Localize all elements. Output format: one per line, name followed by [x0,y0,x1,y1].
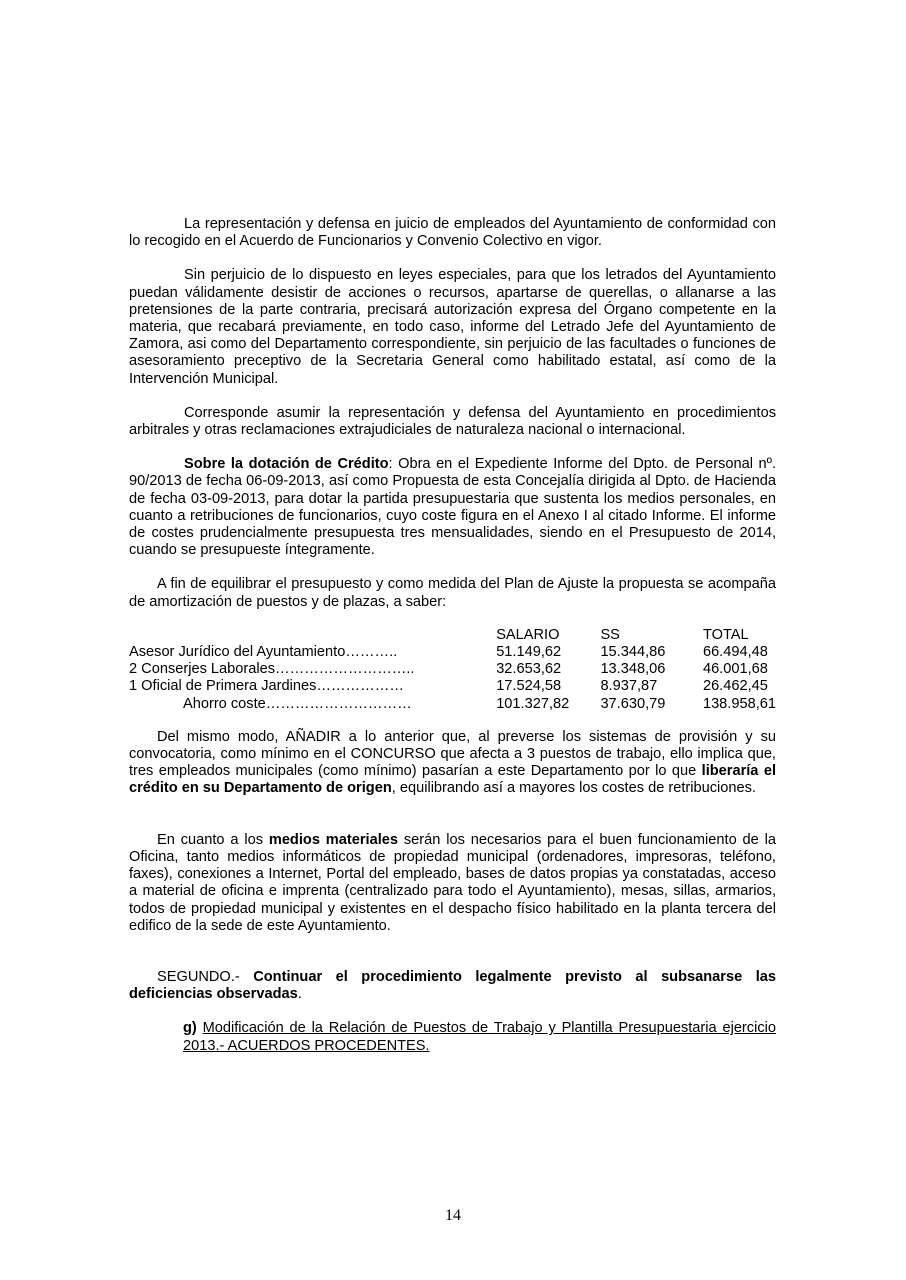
paragraph-representation: La representación y defensa en juicio de empleados del Ayuntamiento de conformidad con lo recogido en el Acuerdo de Funcionarios y Convenio Colectivo en vigor. [129,216,776,250]
table-header-total: TOTAL [702,626,749,643]
table-total-total: 138.958,61 [702,695,776,712]
anadir-text-b: , equilibrando así a mayores los costes de retribuciones. [391,780,756,797]
table-cell-ss: 15.344,86 [600,644,666,661]
table-cell-ss: 8.937,87 [600,678,658,695]
section-g-title: Modificación de la Relación de Puestos de Trabajo y Plantilla Presupuestaria ejercicio 2013.- ACUERDOS PROCEDENTES. [183,1020,776,1054]
anadir-text-a: Del mismo modo, AÑADIR a lo anterior que, al preverse los sistemas de provisión y su convocatoria, como mínimo en el CONCURSO que afecta a 3 puestos de trabajo, ello implica que, tres empleados municipales (como mínimo) pasarían a este Departamento por lo que [129,728,776,780]
table-cell-puesto: 1 Oficial de Primera Jardines……………… [129,678,404,695]
section-g-label: g) [183,1020,197,1037]
table-cell-total: 46.001,68 [702,661,768,678]
table-header-ss: SS [600,626,620,643]
table-cell-total: 26.462,45 [702,678,768,695]
section-g-heading [183,1020,776,1054]
table-header-salario: SALARIO [496,626,560,643]
table-cell-ss: 13.348,06 [600,661,666,678]
paragraph-dotacion-credito [129,456,776,559]
medios-text-a: En cuanto a los [157,831,269,848]
table-row [129,678,776,695]
document-page [129,216,776,1055]
dotacion-credito-text: : Obra en el Expediente Informe del Dpto. de Personal nº. 90/2013 de fecha 06-09-2013, así como Propuesta de esta Concejalía dirigida al Dpto. de Hacienda de fecha 03-09-2013, para dotar la partida presupuestaria que sustenta los medios personales, en cuanto a retribuciones de funcionarios, cuyo coste figura en el Anexo I al citado Informe. El informe de costes prudencialmente presupuesta tres mensualidades, siendo en el Presupuesto de 2014, cuando se presupueste íntegramente. [129,456,776,559]
table-header-cell [129,627,496,644]
table-cell-salario: 17.524,58 [496,678,562,695]
table-cell-salario: 51.149,62 [496,644,562,661]
paragraph-medios-materiales [129,832,776,935]
table-row [129,661,776,678]
segundo-label: SEGUNDO.- [157,968,254,985]
table-cell-total: 66.494,48 [702,644,768,661]
table-total-ss: 37.630,79 [600,695,666,712]
table-header-row [129,627,776,644]
paragraph-anadir [129,729,776,798]
table-cell-salario: 32.653,62 [496,661,562,678]
table-cell-puesto: 2 Conserjes Laborales……………………….. [129,661,415,678]
table-row [129,644,776,661]
table-total-row [129,696,776,713]
segundo-bold: Continuar el procedimiento legalmente previsto al subsanarse las deficiencias observadas [129,968,776,1003]
medios-text-b: serán los necesarios para el buen funcionamiento de la Oficina, tanto medios informáticos de propiedad municipal (ordenadores, impresoras, teléfono, faxes), conexiones a Internet, Portal del empleado, bases de datos propias ya constatadas, acceso a material de oficina e imprenta (centralizado para todo el Ayuntamiento), mesas, sillas, armarios, todos de propiedad municipal y existentes en el despacho físico habilitado en la planta tercera del edifico de la sede de este Ayuntamiento. [129,831,776,934]
paragraph-equilibrio: A fin de equilibrar el presupuesto y como medida del Plan de Ajuste la propuesta se acompaña de amortización de puestos y de plazas, a saber: [129,576,776,610]
medios-bold: medios materiales [268,831,398,848]
page-number: 14 [445,1207,461,1224]
segundo-end: . [297,986,302,1003]
table-cell-puesto: Asesor Jurídico del Ayuntamiento……….. [129,644,398,661]
paragraph-desistimiento: Sin perjuicio de lo dispuesto en leyes especiales, para que los letrados del Ayuntamiento puedan válidamente desistir de acciones o recursos, apartarse de querellas, o allanarse a las pretensiones de la parte contraria, precisará autorización expresa del Órgano competente en la materia, que recabará previamente, en todo caso, informe del Letrado Jefe del Ayuntamiento de Zamora, asi como del Departamento correspondiente, sin perjuicio de las facultades o funciones de asesoramiento preceptivo de la Secretaria General como habilitado estatal, así como de la Intervención Municipal. [129,267,776,387]
table-total-salario: 101.327,82 [496,695,570,712]
paragraph-arbitraje: Corresponde asumir la representación y defensa del Ayuntamiento en procedimientos arbitrales y otras reclamaciones extrajudiciales de naturaleza nacional o internacional. [129,404,776,439]
cost-table [129,627,776,713]
anadir-bold: liberaría el crédito en su Departamento de origen [129,763,776,797]
table-total-label: Ahorro coste………………………… [183,695,412,712]
dotacion-credito-heading: Sobre la dotación de Crédito [184,456,389,473]
paragraph-segundo [129,969,776,1003]
